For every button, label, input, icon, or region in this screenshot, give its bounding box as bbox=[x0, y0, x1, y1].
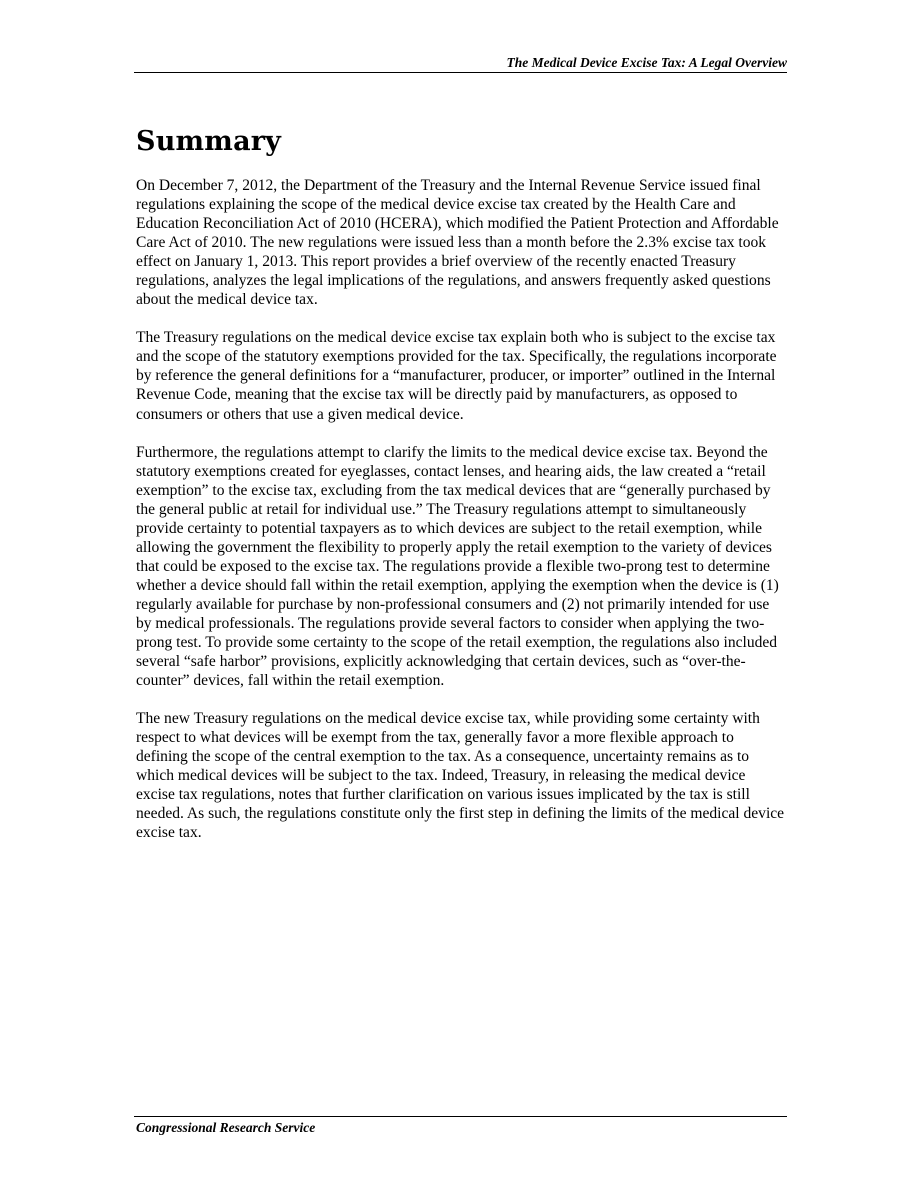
header-divider bbox=[134, 72, 787, 73]
paragraph-2: The Treasury regulations on the medical device excise tax explain both who is subject to the excise tax and the scope of the statutory exemptions provided for the tax. Specifically, the regulations incorporate by reference the general definitions for a “manufacturer, producer, or importer” outlined in the Internal Revenue Code, meaning that the excise tax will be directly paid by manufacturers, as opposed to consumers or others that use a given medical device. bbox=[136, 329, 777, 423]
section-heading: Summary bbox=[136, 126, 282, 157]
running-footer: Congressional Research Service bbox=[136, 1120, 316, 1135]
running-header: The Medical Device Excise Tax: A Legal Overview bbox=[506, 55, 787, 70]
summary-body bbox=[136, 176, 788, 862]
footer-divider bbox=[134, 1116, 787, 1117]
paragraph-1: On December 7, 2012, the Department of the Treasury and the Internal Revenue Service issued final regulations explaining the scope of the medical device excise tax created by the Health Care and Education Reconciliation Act of 2010 (HCERA), which modified the Patient Protection and Affordable Care Act of 2010. The new regulations were issued less than a month before the 2.3% excise tax took effect on January 1, 2013. This report provides a brief overview of the recently enacted Treasury regulations, analyzes the legal implications of the regulations, and answers frequently asked questions about the medical device tax. bbox=[136, 177, 779, 309]
paragraph-3: Furthermore, the regulations attempt to clarify the limits to the medical device excise tax. Beyond the statutory exemptions created for eyeglasses, contact lenses, and hearing aids, the law created a “retail exemption” to the excise tax, excluding from the tax medical devices that are “generally purchased by the general public at retail for individual use.” The Treasury regulations attempt to simultaneously provide certainty to potential taxpayers as to which devices are subject to the retail exemption, while allowing the government the flexibility to properly apply the retail exemption to the variety of devices that could be exposed to the excise tax. The regulations provide a flexible two-prong test to determine whether a device should fall within the retail exemption, applying the exemption when the device is (1) regularly available for purchase by non-professional consumers and (2) not primarily intended for use by medical professionals. The regulations provide several factors to consider when applying the two-prong test. To provide some certainty to the scope of the retail exemption, the regulations also included several “safe harbor” provisions, explicitly acknowledging that certain devices, such as “over-the-counter” devices, fall within the retail exemption. bbox=[136, 443, 779, 690]
paragraph-4: The new Treasury regulations on the medical device excise tax, while providing some certainty with respect to what devices will be exempt from the tax, generally favor a more flexible approach to defining the scope of the central exemption to the tax. As a consequence, uncertainty remains as to which medical devices will be subject to the tax. Indeed, Treasury, in releasing the medical device excise tax regulations, notes that further clarification on various issues implicated by the tax is still needed. As such, the regulations constitute only the first step in defining the limits of the medical device excise tax. bbox=[136, 710, 785, 842]
